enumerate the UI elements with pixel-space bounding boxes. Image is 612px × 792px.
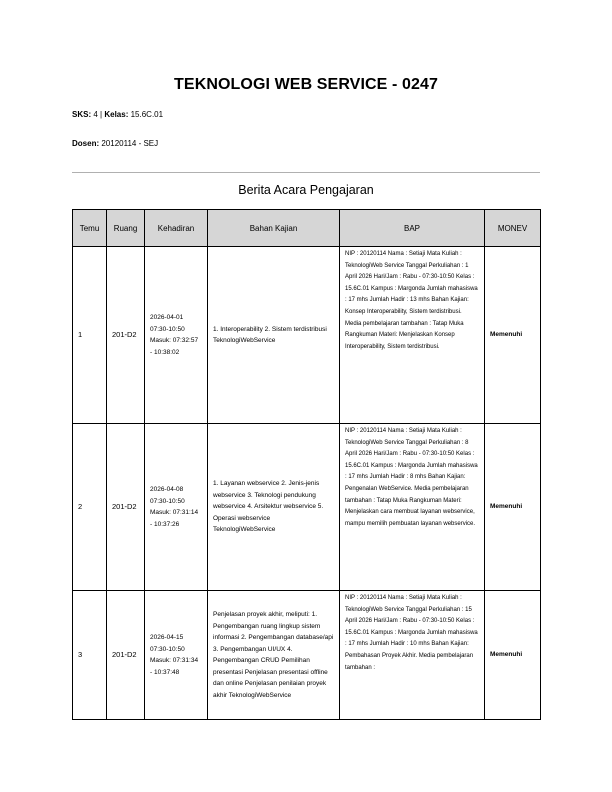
- dosen-label: Dosen:: [72, 139, 100, 148]
- cell-bahan-kajian: 1. Interoperability 2. Sistem terdistribusi TeknologiWebService: [208, 247, 340, 424]
- cell-monev: Memenuhi: [485, 424, 541, 591]
- cell-ruang: 201-D2: [107, 591, 145, 720]
- cell-ruang: 201-D2: [107, 247, 145, 424]
- sks-value: 4: [93, 110, 98, 119]
- col-header-bahan-kajian: Bahan Kajian: [208, 210, 340, 247]
- table-header-row: [73, 210, 541, 247]
- cell-kehadiran: 2026-04-01 07:30-10:50 Masuk: 07:32:57 - 10:38:02: [145, 247, 208, 424]
- kelas-label: Kelas:: [104, 110, 129, 119]
- cell-kehadiran: 2026-04-08 07:30-10:50 Masuk: 07:31:14 - 10:37:26: [145, 424, 208, 591]
- cell-temu: 1: [73, 247, 107, 424]
- bap-table: [72, 209, 541, 720]
- table-row: [73, 247, 541, 424]
- col-header-bap: BAP: [340, 210, 485, 247]
- page-title: TEKNOLOGI WEB SERVICE - 0247: [174, 76, 438, 93]
- kelas-value: 15.6C.01: [130, 110, 164, 119]
- cell-monev: Memenuhi: [485, 591, 541, 720]
- cell-bahan-kajian: Penjelasan proyek akhir, meliputi: 1. Pengembangan ruang lingkup sistem informasi 2. Pengembangan database/api 3. Pengembangan UI/UX 4. Pengembangan CRUD Pemilihan presentasi Penjelasan presentasi offline dan online Penjelasan penilaian proyek akhir TeknologiWebService: [208, 591, 340, 720]
- col-header-monev: MONEV: [485, 210, 541, 247]
- cell-bap: NIP : 20120114 Nama : Setiaji Mata Kuliah : TeknologiWeb Service Tanggal Perkuliahan : 1 April 2026 Hari/Jam : Rabu - 07:30-10:50 Kelas : 15.6C.01 Kampus : Margonda Jumlah mahasiswa : 17 mhs Jumlah Hadir : 13 mhs Bahan Kajian: Konsep Interoperability, Sistem terdistribusi. Media pembelajaran tambahan : Tatap Muka Rangkuman Materi: Menjelaskan Konsep Interoperability, Sistem terdistribusi.: [340, 247, 485, 424]
- cell-kehadiran: 2026-04-15 07:30-10:50 Masuk: 07:31:34 - 10:37:48: [145, 591, 208, 720]
- lecturer-meta: [72, 139, 158, 148]
- section-title: Berita Acara Pengajaran: [238, 183, 374, 197]
- col-header-ruang: Ruang: [107, 210, 145, 247]
- dosen-value: 20120114 - SEJ: [101, 139, 159, 148]
- cell-temu: 3: [73, 591, 107, 720]
- cell-bap: NIP : 20120114 Nama : Setiaji Mata Kuliah : TeknologiWeb Service Tanggal Perkuliahan : 8 April 2026 Hari/Jam : Rabu - 07:30-10:50 Kelas : 15.6C.01 Kampus : Margonda Jumlah mahasiswa : 17 mhs Jumlah Hadir : 8 mhs Bahan Kajian: Pengenalan WebService. Media pembelajaran tambahan : Tatap Muka Rangkuman Materi: Menjelaskan cara membuat layanan webservice, mampu memilih pembuatan layanan webservice.: [340, 424, 485, 591]
- table-row: [73, 424, 541, 591]
- cell-bahan-kajian: 1. Layanan webservice 2. Jenis-jenis webservice 3. Teknologi pendukung webservice 4. Arsitektur webservice 5. Operasi webservice TeknologiWebService: [208, 424, 340, 591]
- cell-ruang: 201-D2: [107, 424, 145, 591]
- course-meta: [72, 110, 163, 119]
- divider: [72, 172, 540, 173]
- cell-monev: Memenuhi: [485, 247, 541, 424]
- sks-label: SKS:: [72, 110, 92, 119]
- col-header-kehadiran: Kehadiran: [145, 210, 208, 247]
- cell-temu: 2: [73, 424, 107, 591]
- table-row: [73, 591, 541, 720]
- col-header-temu: Temu: [73, 210, 107, 247]
- cell-bap: NIP : 20120114 Nama : Setiaji Mata Kuliah : TeknologiWeb Service Tanggal Perkuliahan : 15 April 2026 Hari/Jam : Rabu - 07:30-10:50 Kelas : 15.6C.01 Kampus : Margonda Jumlah mahasiswa : 17 mhs Jumlah Hadir : 10 mhs Bahan Kajian: Pembahasan Proyek Akhir. Media pembelajaran tambahan :: [340, 591, 485, 720]
- meta-separator: |: [100, 110, 103, 119]
